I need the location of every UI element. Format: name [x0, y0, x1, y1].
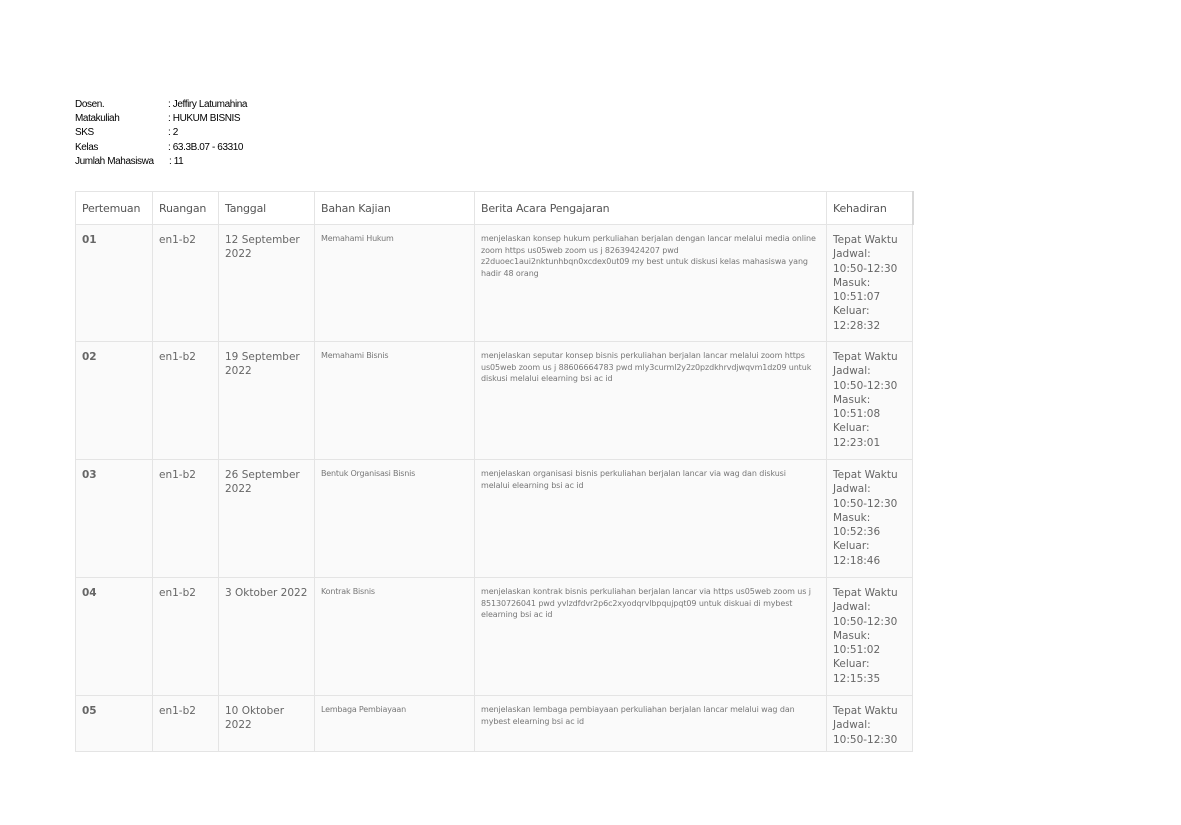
cell-kehadiran — [827, 225, 913, 342]
cell-ruangan: en1-b2 — [153, 460, 219, 578]
cell-ruangan: en1-b2 — [153, 225, 219, 342]
keluar-label: Keluar: — [833, 422, 870, 435]
cell-kehadiran — [827, 578, 913, 696]
jadwal-label: Jadwal: — [833, 601, 871, 614]
jadwal-value: 10:50-12:30 — [833, 379, 898, 392]
dosen-label: Dosen. — [75, 99, 105, 110]
cell-pertemuan: 02 — [76, 342, 153, 460]
cell-bahan-kajian: Bentuk Organisasi Bisnis — [315, 460, 475, 578]
sks-label: SKS — [75, 127, 94, 139]
jadwal-label: Jadwal: — [833, 365, 871, 378]
table-row — [76, 460, 913, 578]
header-tanggal: Tanggal — [219, 192, 315, 225]
keluar-value: 12:28:32 — [833, 319, 881, 332]
keluar-value: 12:18:46 — [833, 554, 881, 567]
jadwal-label: Jadwal: — [833, 719, 871, 732]
cell-pertemuan: 04 — [76, 578, 153, 696]
masuk-value: 10:52:36 — [833, 526, 881, 539]
masuk-label: Masuk: — [833, 276, 871, 289]
table-row — [76, 342, 913, 460]
cell-ruangan: en1-b2 — [153, 696, 219, 752]
cell-bahan-kajian: Lembaga Pembiayaan — [315, 696, 475, 752]
masuk-value: 10:51:02 — [833, 644, 881, 657]
cell-kehadiran — [827, 696, 913, 752]
kehadiran-status: Tepat Waktu — [833, 587, 898, 599]
masuk-label: Masuk: — [833, 511, 871, 524]
jadwal-label: Jadwal: — [833, 248, 871, 261]
header-kehadiran: Kehadiran — [827, 192, 913, 225]
masuk-label: Masuk: — [833, 393, 871, 406]
matakuliah-label: Matakuliah — [75, 113, 120, 125]
kehadiran-status: Tepat Waktu — [833, 469, 898, 481]
masuk-value: 10:51:07 — [833, 291, 881, 304]
cell-kehadiran — [827, 342, 913, 460]
masuk-label: Masuk: — [833, 629, 871, 642]
cell-tanggal: 3 Oktober 2022 — [219, 578, 315, 696]
masuk-value: 10:51:08 — [833, 408, 881, 421]
header-pertemuan: Pertemuan — [76, 192, 153, 225]
keluar-label: Keluar: — [833, 540, 870, 553]
kelas-value: : 63.3B.07 - 63310 — [168, 141, 244, 153]
cell-tanggal: 26 September 2022 — [219, 460, 315, 578]
cell-ruangan: en1-b2 — [153, 578, 219, 696]
cell-pertemuan: 01 — [76, 225, 153, 342]
jadwal-value: 10:50-12:30 — [833, 733, 898, 746]
cell-bahan-kajian: Kontrak Bisnis — [315, 578, 475, 696]
cell-tanggal: 12 September 2022 — [219, 225, 315, 342]
cell-kehadiran — [827, 460, 913, 578]
table-header-row — [76, 192, 913, 225]
keluar-label: Keluar: — [833, 658, 870, 671]
jumlah-value: : 11 — [169, 155, 184, 167]
kelas-label: Kelas — [75, 141, 99, 153]
cell-pertemuan: 03 — [76, 460, 153, 578]
table-row — [76, 696, 913, 752]
cell-berita-acara: menjelaskan lembaga pembiayaan perkuliahan berjalan lancar melalui wag dan mybest elearning bsi ac id — [475, 696, 827, 752]
cell-bahan-kajian: Memahami Bisnis — [315, 342, 475, 460]
cell-berita-acara: menjelaskan kontrak bisnis perkuliahan berjalan lancar via https us05web zoom us j 85130726041 pwd yvlzdfdvr2p6c2xyodqrvlbpqujpqt09 untuk diskuai di mybest elearning bsi ac id — [475, 578, 827, 696]
jadwal-value: 10:50-12:30 — [833, 497, 898, 510]
jadwal-value: 10:50-12:30 — [833, 262, 898, 275]
header-berita-acara: Berita Acara Pengajaran — [475, 192, 827, 225]
jadwal-label: Jadwal: — [833, 483, 871, 496]
table-row — [76, 225, 913, 342]
cell-tanggal: 10 Oktober 2022 — [219, 696, 315, 752]
cell-berita-acara: menjelaskan seputar konsep bisnis perkuliahan berjalan lancar melalui zoom https us05web zoom us j 88606664783 pwd mly3curml2y2z0pzdkhrvdjwqvm1dz09 untuk diskusi melalui elearning bsi ac id — [475, 342, 827, 460]
kehadiran-status: Tepat Waktu — [833, 234, 898, 246]
kehadiran-status: Tepat Waktu — [833, 351, 898, 363]
table-row — [76, 578, 913, 696]
cell-berita-acara: menjelaskan organisasi bisnis perkuliahan berjalan lancar via wag dan diskusi melalui elearning bsi ac id — [475, 460, 827, 578]
header-ruangan: Ruangan — [153, 192, 219, 225]
cell-berita-acara: menjelaskan konsep hukum perkuliahan berjalan dengan lancar melalui media online zoom https us05web zoom us j 82639424207 pwd z2duoec1aui2nktunhbqn0xcdex0ut09 my best untuk diskusi kelas mahasiswa yang hadir 48 orang — [475, 225, 827, 342]
jadwal-value: 10:50-12:30 — [833, 615, 898, 628]
matakuliah-value: : HUKUM BISNIS — [168, 113, 241, 125]
cell-bahan-kajian: Memahami Hukum — [315, 225, 475, 342]
keluar-label: Keluar: — [833, 305, 870, 318]
cell-tanggal: 19 September 2022 — [219, 342, 315, 460]
jumlah-label: Jumlah Mahasiswa — [75, 155, 154, 167]
header-bahan-kajian: Bahan Kajian — [315, 192, 475, 225]
keluar-value: 12:15:35 — [833, 672, 881, 685]
dosen-value: : Jeffiry Latumahina — [168, 99, 248, 110]
kehadiran-status: Tepat Waktu — [833, 705, 898, 717]
cell-ruangan: en1-b2 — [153, 342, 219, 460]
sks-value: : 2 — [168, 127, 178, 139]
attendance-table — [75, 191, 914, 752]
keluar-value: 12:23:01 — [833, 436, 881, 449]
cell-pertemuan: 05 — [76, 696, 153, 752]
